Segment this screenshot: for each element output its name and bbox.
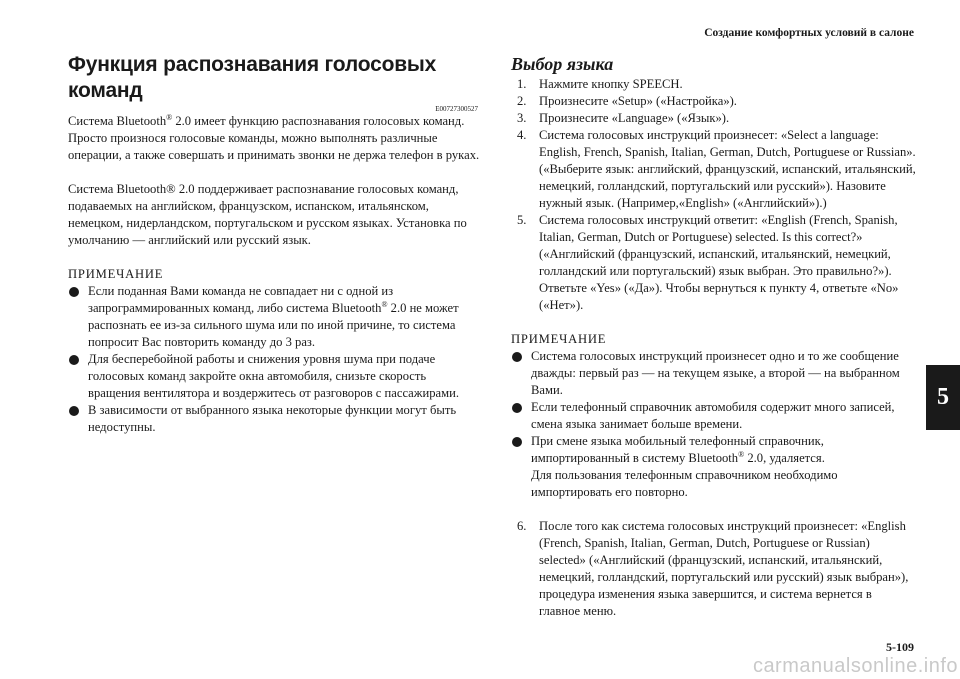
bullet-icon: [512, 352, 522, 362]
registered-mark: ®: [738, 449, 745, 459]
note-item: В зависимости от выбранного языка некоторые функции могут быть недоступны.: [88, 402, 480, 436]
right-column: [511, 52, 916, 620]
bullet-icon: [512, 437, 522, 447]
note-item: Если поданная Вами команда не совпадает ни с одной из запрограммированных команд, либо система Bluetooth® 2.0 не может распознать ее из-за сильного шума или по иной причине, то система попросит Вас повторить команду до 3 раз.: [88, 283, 480, 351]
note-item: Если телефонный справочник автомобиля содержит много записей, смена языка занимает больше времени.: [531, 399, 916, 433]
note-item: Для бесперебойной работы и снижения уровня шума при подаче голосовых команд закройте окна автомобиля, снизьте скорость вращения вентилятора и воздержитесь от разговоров с пассажирами.: [88, 351, 480, 402]
registered-mark: ®: [381, 299, 388, 309]
final-step: [511, 518, 916, 620]
note-item: Система голосовых инструкций произнесет одно и то же сообщение дважды: первый раз — на текущем языке, а второй — на выбранном Вами.: [531, 348, 916, 399]
registered-mark: ®: [166, 112, 173, 122]
usage-paragraph: Просто произнося голосовые команды, можно выполнять различные операции, а также совершать и принимать звонки не держа телефон в руках.: [68, 131, 480, 162]
note-item: При смене языка мобильный телефонный справочник, импортированный в систему Bluetooth® 2.0, удаляется. Для пользования телефонным справочником необходимо импортировать его повторно.: [531, 433, 916, 501]
section-heading: Функция распознавания голосовых команд: [68, 53, 437, 102]
step-item: 2. Произнесите «Setup» («Настройка»).: [517, 94, 737, 108]
page-number: 5-109: [886, 640, 914, 654]
intro-paragraph: Система Bluetooth® 2.0 имеет функцию распознавания голосовых команд.: [68, 112, 465, 128]
step-item: 1. Нажмите кнопку SPEECH.: [517, 77, 683, 91]
step-item: 6. После того как система голосовых инструкций произнесет: «English (French, Spanish, Italian, German, Dutch, Portuguese or Russian) selected» («Английский (французский, испанский, итальянский, немецкий, голландский, португальский или русский) язык выбран»), процедура изменения языка завершится, и система вернется в главное меню.: [517, 519, 909, 618]
bullet-icon: [69, 287, 79, 297]
step-item: 3. Произнесите «Language» («Язык»).: [517, 111, 730, 125]
section-code: E00727300527: [435, 105, 478, 113]
note-title: ПРИМЕЧАНИЕ: [68, 267, 164, 281]
chapter-tab: 5: [926, 365, 960, 430]
watermark: carmanualsonline.info: [752, 655, 958, 677]
bullet-icon: [69, 355, 79, 365]
bullet-icon: [512, 403, 522, 413]
step-item: 5. Система голосовых инструкций ответит: «English (French, Spanish, Italian, German, Dutch or Portuguese) selected. Is this correct?» («Английский (французский, испанский, итальянский, немецкий, голландский или португальский) язык выбран. Это правильно?»). Ответьте «Yes» («Да»). Чтобы вернуться к пункту 4, ответьте «No» («Нет»).: [517, 213, 899, 312]
language-heading: Выбор языка: [511, 54, 614, 74]
note-title: ПРИМЕЧАНИЕ: [511, 332, 607, 346]
running-header: Создание комфортных условий в салоне: [704, 27, 914, 39]
bullet-icon: [69, 406, 79, 416]
left-column: [68, 52, 480, 436]
note-list: [68, 283, 480, 436]
note-list: [511, 348, 916, 501]
languages-paragraph: Система Bluetooth® 2.0 поддерживает распознавание голосовых команд, подаваемых на английском, французском, испанском, итальянском, немецком, нидерландском, португальском и русском языках. Установка по умолчанию — английский или русский язык.: [68, 182, 467, 247]
step-item: 4. Система голосовых инструкций произнесет: «Select a language: English, French, Spanish, Italian, German, Dutch, Portuguese or Russian». («Выберите язык: английский, французский, испанский, итальянский, немецкий, голландский, португальский или русский»). Назовите нужный язык. (Например,«English» («Английский»).): [517, 128, 916, 210]
steps-list: [511, 76, 916, 314]
